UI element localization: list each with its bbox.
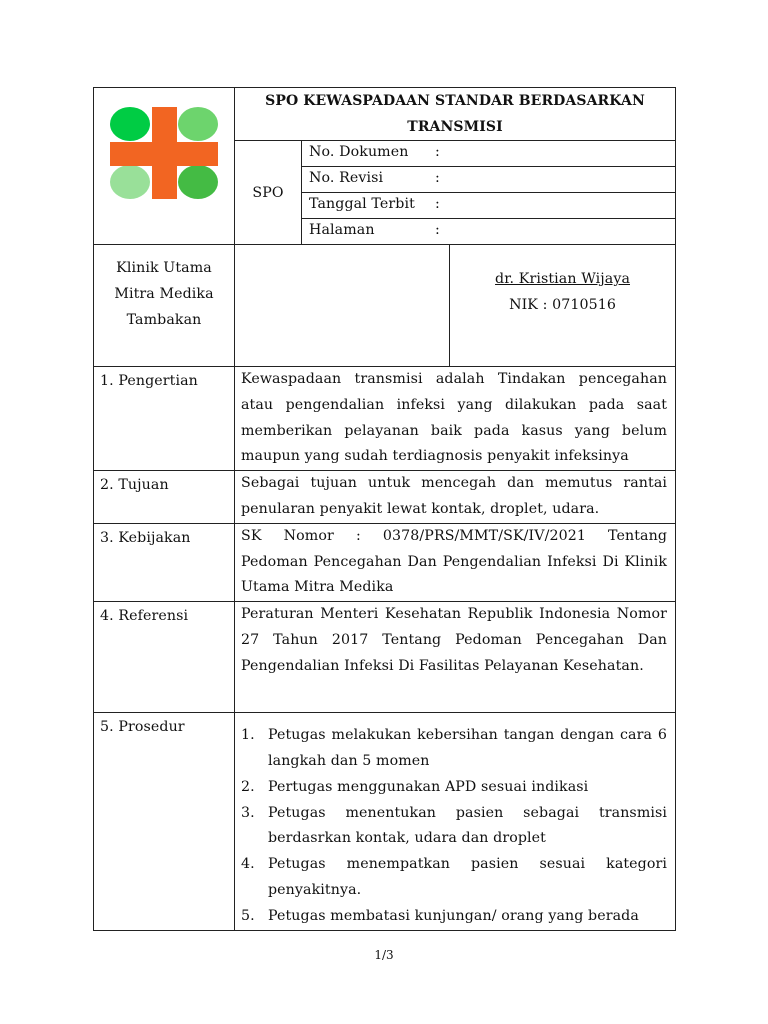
section-label-kebijakan: 3. Kebijakan bbox=[94, 523, 235, 601]
procedure-step bbox=[241, 775, 667, 801]
section-label-pengertian: 1. Pengertian bbox=[94, 367, 235, 471]
section-prosedur-steps bbox=[235, 713, 676, 930]
section-label-referensi: 4. Referensi bbox=[94, 602, 235, 713]
section-label-prosedur: 5. Prosedur bbox=[94, 713, 235, 930]
logo-circle-top-left bbox=[110, 107, 150, 141]
meta-key: Tanggal Terbit bbox=[309, 196, 415, 212]
logo-circle-top-right bbox=[178, 107, 218, 141]
step-number: 4. bbox=[241, 856, 255, 873]
signer-nik: NIK : 0710516 bbox=[509, 297, 616, 313]
signer-name: dr. Kristian Wijaya bbox=[495, 271, 630, 287]
clinic-cross-logo-icon bbox=[110, 107, 218, 199]
section-label-tujuan: 2. Tujuan bbox=[94, 471, 235, 524]
meta-sep: : bbox=[435, 170, 440, 186]
clinic-line-2: Mitra Medika bbox=[114, 286, 214, 302]
clinic-line-1: Klinik Utama bbox=[116, 260, 212, 276]
section-text-tujuan: Sebagai tujuan untuk mencegah dan memutus rantai penularan penyakit lewat kontak, droplet, udara. bbox=[235, 471, 676, 524]
step-number: 5. bbox=[241, 907, 255, 924]
meta-row-halaman bbox=[302, 219, 676, 245]
logo-circle-bottom-right bbox=[178, 165, 218, 199]
section-text-pengertian: Kewaspadaan transmisi adalah Tindakan pencegahan atau pengendalian infeksi yang dilakukan pada saat memberikan pelayanan baik pada kasus yang belum maupun yang sudah terdiagnosis penyakit infeksinya bbox=[235, 367, 676, 471]
step-number: 2. bbox=[241, 778, 255, 795]
procedure-step bbox=[241, 852, 667, 904]
signer-block bbox=[450, 245, 676, 367]
page-number: 1/3 bbox=[374, 948, 394, 962]
procedure-step bbox=[241, 723, 667, 775]
step-number: 3. bbox=[241, 804, 255, 821]
meta-sep: : bbox=[435, 144, 440, 160]
document-title bbox=[235, 88, 676, 141]
section-text-referensi: Peraturan Menteri Kesehatan Republik Indonesia Nomor 27 Tahun 2017 Tentang Pedoman Pencegahan Dan Pengendalian Infeksi Di Fasilitas Pelayanan Kesehatan. bbox=[235, 602, 676, 713]
meta-sep: : bbox=[435, 222, 440, 238]
procedure-step bbox=[241, 904, 667, 930]
step-text: Petugas melakukan kebersihan tangan dengan cara 6 langkah dan 5 momen bbox=[268, 727, 668, 769]
spo-document-table bbox=[93, 87, 676, 931]
title-line-1: SPO KEWASPADAAN STANDAR BERDASARKAN bbox=[265, 93, 645, 109]
logo-cell bbox=[94, 88, 235, 245]
meta-row-dokumen bbox=[302, 141, 676, 167]
spo-label: SPO bbox=[235, 141, 302, 245]
step-number: 1. bbox=[241, 727, 255, 744]
step-text: Petugas menentukan pasien sebagai transmisi berdasrkan kontak, udara dan droplet bbox=[268, 804, 668, 847]
meta-key: Halaman bbox=[309, 222, 375, 238]
blank-signature-cell bbox=[235, 245, 450, 367]
step-text: Pertugas menggunakan APD sesuai indikasi bbox=[268, 778, 589, 795]
step-text: Petugas menempatkan pasien sesuai kategori penyakitnya. bbox=[268, 856, 668, 898]
step-text: Petugas membatasi kunjungan/ orang yang berada bbox=[268, 907, 639, 924]
clinic-line-3: Tambakan bbox=[126, 312, 202, 328]
section-text-kebijakan: SK Nomor : 0378/PRS/MMT/SK/IV/2021 Tentang Pedoman Pencegahan Dan Pengendalian Infeksi Di Klinik Utama Mitra Medika bbox=[235, 523, 676, 601]
procedure-step bbox=[241, 801, 667, 853]
clinic-name bbox=[94, 245, 235, 367]
meta-key: No. Revisi bbox=[309, 170, 384, 186]
meta-key: No. Dokumen bbox=[309, 144, 409, 160]
meta-row-tanggal bbox=[302, 193, 676, 219]
meta-row-revisi bbox=[302, 167, 676, 193]
procedure-list bbox=[241, 713, 667, 929]
logo-cross-horizontal bbox=[110, 142, 218, 166]
logo-circle-bottom-left bbox=[110, 165, 150, 199]
title-line-2: TRANSMISI bbox=[407, 119, 503, 135]
meta-sep: : bbox=[435, 196, 440, 212]
